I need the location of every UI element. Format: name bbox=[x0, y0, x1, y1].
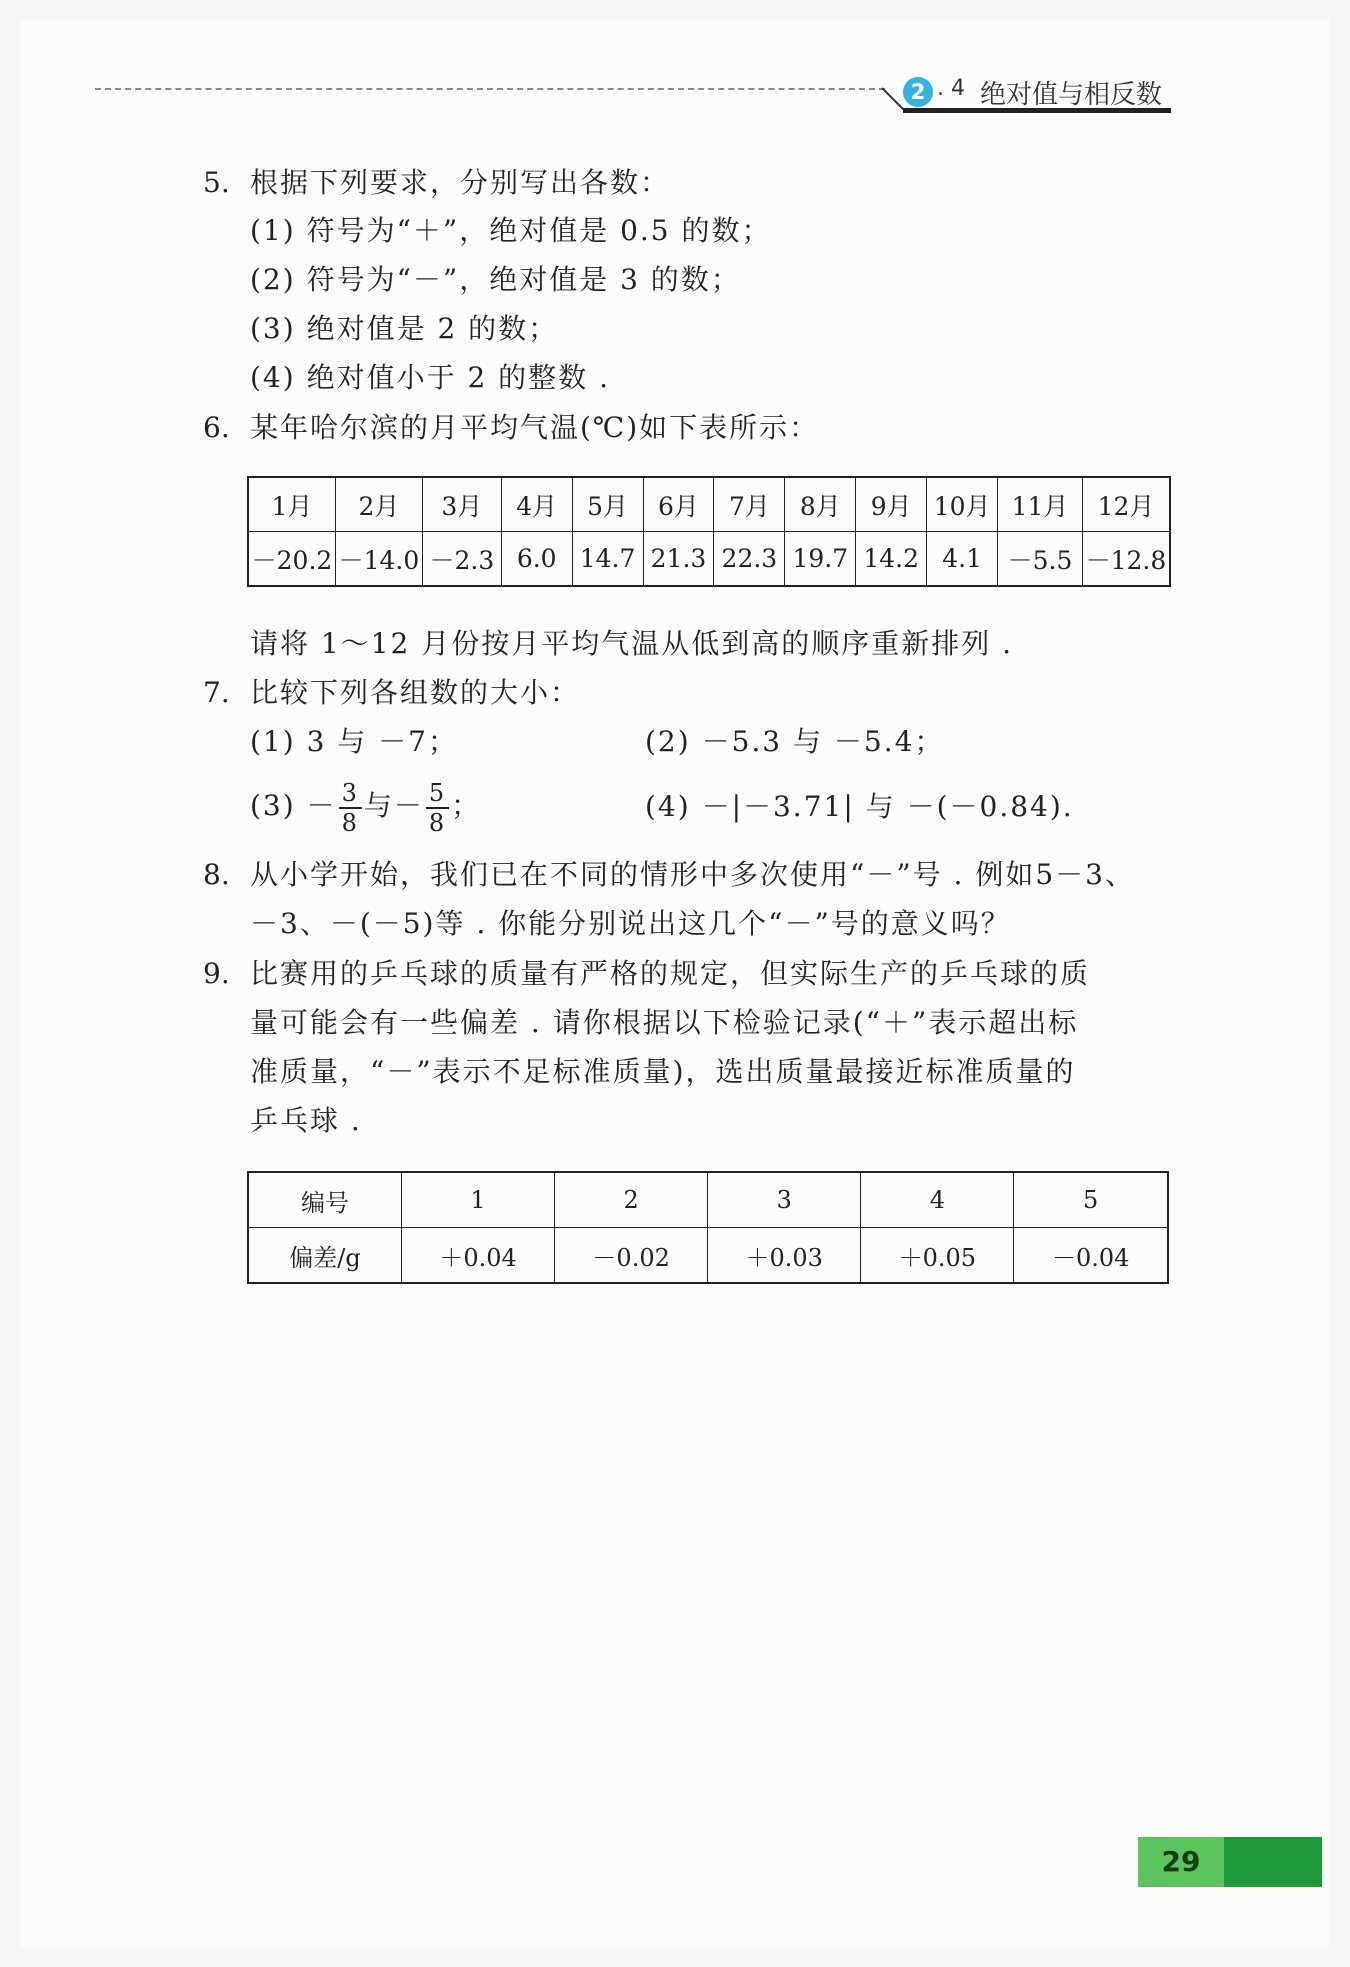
q7-part-3 bbox=[250, 774, 481, 838]
month-cell: 10月 bbox=[927, 477, 998, 532]
section-number: . 4 bbox=[937, 76, 965, 101]
temp-cell: －2.3 bbox=[422, 532, 501, 587]
temp-cell: 14.7 bbox=[572, 532, 643, 587]
id-cell: 1 bbox=[402, 1172, 555, 1228]
q8-number: 8. bbox=[203, 858, 230, 891]
id-cell: 3 bbox=[708, 1172, 861, 1228]
row-label: 编号 bbox=[248, 1172, 402, 1228]
chapter-badge: 2 bbox=[903, 77, 933, 107]
fraction-numerator: 5 bbox=[426, 781, 449, 809]
row-label: 偏差/g bbox=[248, 1228, 402, 1284]
fraction-5-8 bbox=[426, 778, 449, 837]
deviation-cell: ＋0.03 bbox=[708, 1228, 861, 1284]
q7-part-1: (1) 3 与 －7； bbox=[250, 725, 458, 758]
id-cell: 4 bbox=[861, 1172, 1014, 1228]
page-number: 29 bbox=[1138, 1837, 1224, 1887]
month-cell: 6月 bbox=[643, 477, 714, 532]
temperature-table bbox=[247, 476, 1171, 587]
temp-cell: 4.1 bbox=[927, 532, 998, 587]
temp-cell: 21.3 bbox=[643, 532, 714, 587]
deviation-cell: －0.02 bbox=[555, 1228, 708, 1284]
temp-cell: －12.8 bbox=[1082, 532, 1170, 587]
temp-cell: 6.0 bbox=[501, 532, 572, 587]
header-dashed-rule bbox=[95, 88, 885, 90]
q8-line-2: －3、－(－5)等 . 你能分别说出这几个“－”号的意义吗？ bbox=[250, 907, 1011, 940]
table-row bbox=[248, 532, 1170, 587]
month-cell: 3月 bbox=[422, 477, 501, 532]
q8-line-1: 从小学开始，我们已在不同的情形中多次使用“－”号 . 例如5－3、 bbox=[250, 858, 1135, 891]
q9-number: 9. bbox=[203, 957, 230, 990]
table-row bbox=[248, 477, 1170, 532]
temp-cell: 14.2 bbox=[856, 532, 927, 587]
deviation-cell: －0.04 bbox=[1014, 1228, 1168, 1284]
temp-cell: 19.7 bbox=[785, 532, 856, 587]
table-row bbox=[248, 1172, 1168, 1228]
q5-text: 根据下列要求，分别写出各数： bbox=[250, 166, 671, 199]
q7-part-3-end: ； bbox=[451, 789, 482, 822]
q7-part-2: (2) －5.3 与 －5.4； bbox=[645, 725, 945, 758]
month-cell: 12月 bbox=[1082, 477, 1170, 532]
q6-number: 6. bbox=[203, 411, 230, 444]
q7-number: 7. bbox=[203, 676, 230, 709]
temp-cell: －14.0 bbox=[335, 532, 422, 587]
fraction-numerator: 3 bbox=[339, 781, 362, 809]
q9-line-3: 准质量，“－”表示不足标准质量)，选出质量最接近标准质量的 bbox=[250, 1055, 1076, 1088]
q5-item-2: (2) 符号为“－”，绝对值是 3 的数； bbox=[250, 263, 741, 296]
q7-part-3-prefix: (3) － bbox=[250, 789, 337, 822]
temp-cell: －20.2 bbox=[248, 532, 335, 587]
q5-number: 5. bbox=[203, 166, 230, 199]
month-cell: 9月 bbox=[856, 477, 927, 532]
section-title: 绝对值与相反数 bbox=[980, 80, 1163, 110]
deviation-cell: ＋0.04 bbox=[402, 1228, 555, 1284]
month-cell: 1月 bbox=[248, 477, 335, 532]
month-cell: 5月 bbox=[572, 477, 643, 532]
fraction-3-8 bbox=[339, 778, 362, 837]
table-row bbox=[248, 1228, 1168, 1284]
id-cell: 2 bbox=[555, 1172, 708, 1228]
q7-part-4: (4) －|－3.71| 与 －(－0.84). bbox=[645, 790, 1074, 823]
q5-item-3: (3) 绝对值是 2 的数； bbox=[250, 312, 559, 345]
q9-line-4: 乒乓球 . bbox=[250, 1104, 362, 1137]
q9-line-1: 比赛用的乒乓球的质量有严格的规定，但实际生产的乒乓球的质 bbox=[250, 957, 1091, 990]
fraction-denominator: 8 bbox=[341, 808, 359, 837]
month-cell: 4月 bbox=[501, 477, 572, 532]
month-cell: 8月 bbox=[785, 477, 856, 532]
q7-text: 比较下列各组数的大小： bbox=[250, 676, 581, 709]
q6-followup: 请将 1～12 月份按月平均气温从低到高的顺序重新排列 . bbox=[250, 627, 1014, 660]
q6-text: 某年哈尔滨的月平均气温(℃)如下表所示： bbox=[250, 411, 820, 444]
q5-item-4: (4) 绝对值小于 2 的整数 . bbox=[250, 361, 610, 394]
temp-cell: －5.5 bbox=[998, 532, 1083, 587]
q9-line-2: 量可能会有一些偏差 . 请你根据以下检验记录(“＋”表示超出标 bbox=[250, 1006, 1079, 1039]
month-cell: 7月 bbox=[714, 477, 785, 532]
deviation-table bbox=[247, 1171, 1169, 1284]
deviation-cell: ＋0.05 bbox=[861, 1228, 1014, 1284]
page-number-bar bbox=[1224, 1837, 1322, 1887]
q5-item-1: (1) 符号为“＋”，绝对值是 0.5 的数； bbox=[250, 214, 772, 247]
fraction-denominator: 8 bbox=[428, 808, 447, 837]
q7-part-3-mid: 与－ bbox=[363, 789, 424, 822]
month-cell: 2月 bbox=[335, 477, 422, 532]
month-cell: 11月 bbox=[998, 477, 1083, 532]
temp-cell: 22.3 bbox=[714, 532, 785, 587]
id-cell: 5 bbox=[1014, 1172, 1168, 1228]
